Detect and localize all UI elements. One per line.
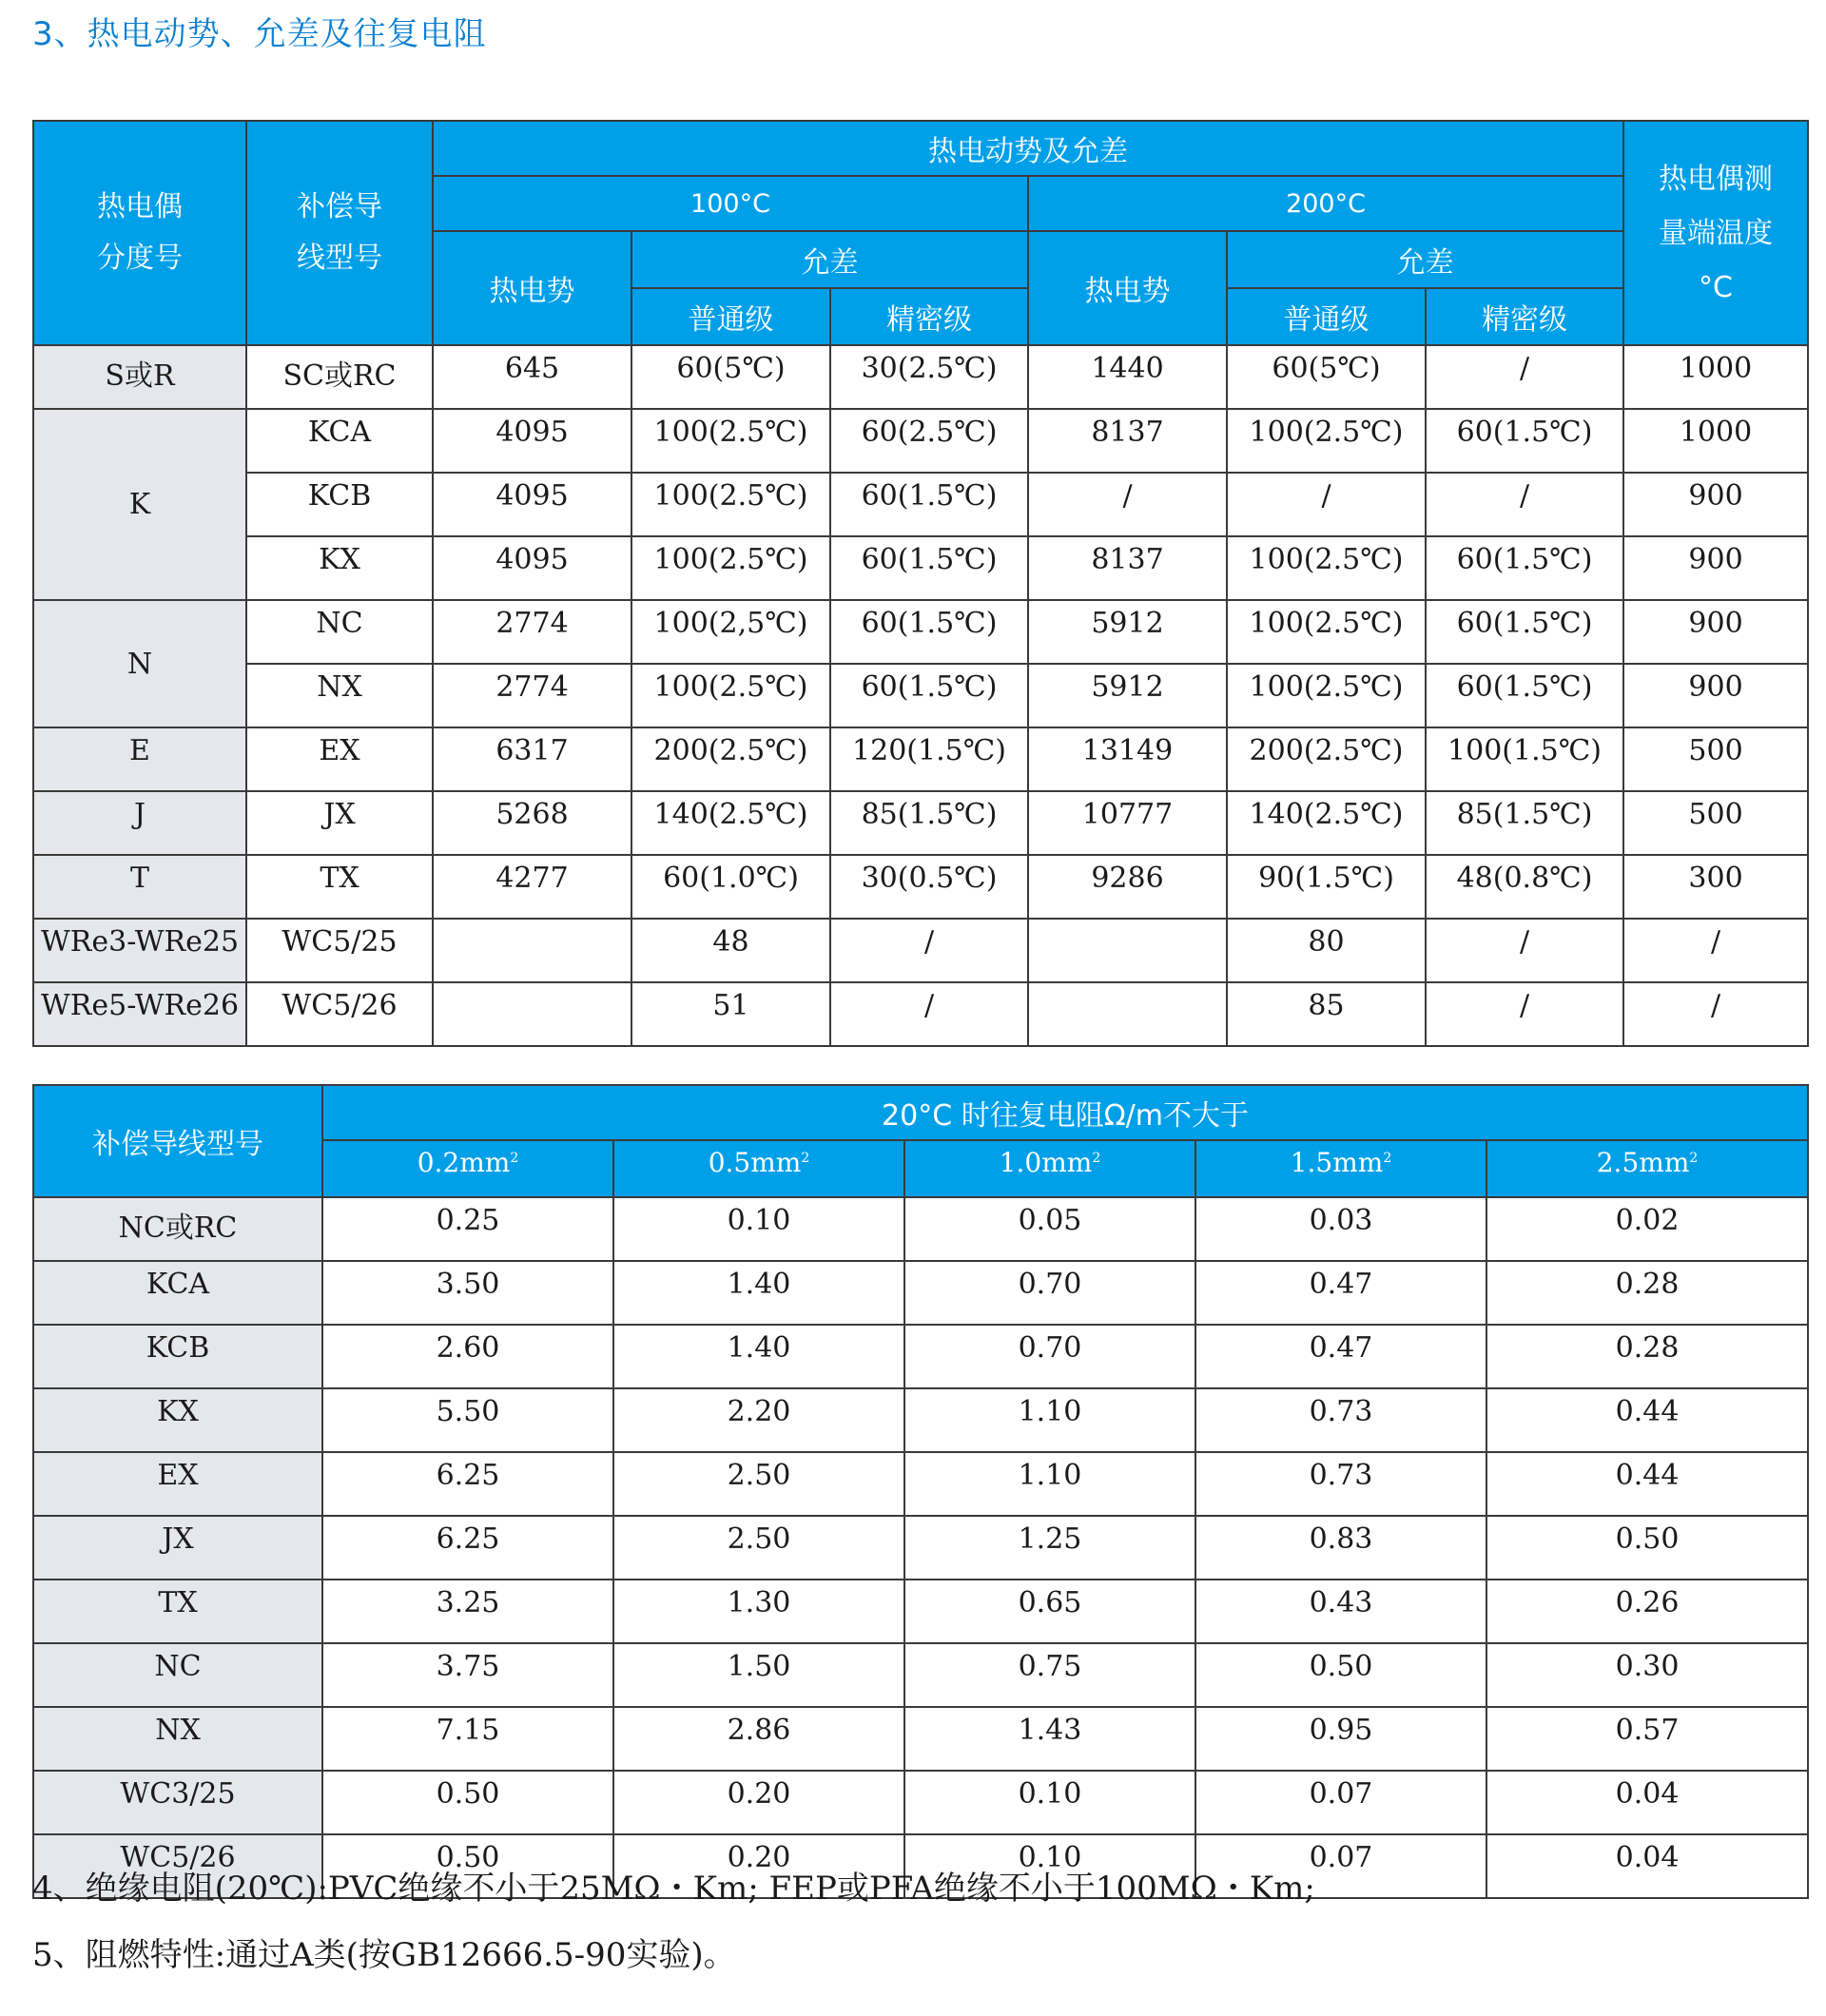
- data-cell: 100(2.5℃): [1227, 664, 1426, 727]
- data-cell: [433, 982, 631, 1046]
- header-emf-200: 热电势: [1028, 231, 1227, 345]
- loop-resistance-table: [32, 1084, 1809, 1899]
- data-cell: 0.73: [1195, 1388, 1486, 1452]
- header-tol-200: 允差: [1227, 231, 1623, 288]
- table-row: [33, 919, 1808, 982]
- data-cell: 4095: [433, 536, 631, 600]
- data-cell: 645: [433, 345, 631, 409]
- header-temp-line1: 热电偶测: [1659, 162, 1774, 196]
- data-cell: /: [1426, 473, 1623, 536]
- header-temp-line2: 量端温度: [1659, 216, 1774, 250]
- data-cell: 5912: [1028, 600, 1227, 664]
- wire-cell: KCA: [33, 1261, 322, 1325]
- header-normal-100: 普通级: [631, 288, 830, 345]
- data-cell: 8137: [1028, 409, 1227, 473]
- tc-cell: N: [33, 600, 246, 727]
- header-resistance-group: 20°C 时往复电阻Ω/m不大于: [322, 1085, 1808, 1140]
- data-cell: 7.15: [322, 1707, 613, 1771]
- header-wire-type: 补偿导线型号: [33, 1085, 322, 1197]
- data-cell: 0.65: [904, 1580, 1195, 1643]
- table-row: [33, 1771, 1808, 1834]
- table-row: [33, 1197, 1808, 1261]
- data-cell: 100(2.5℃): [1227, 600, 1426, 664]
- data-cell: 0.75: [904, 1643, 1195, 1707]
- header-emf-group: 热电动势及允差: [433, 121, 1623, 176]
- table-row: [33, 409, 1808, 473]
- data-cell: 30(2.5℃): [830, 345, 1028, 409]
- data-cell: 140(2.5℃): [1227, 791, 1426, 855]
- data-cell: 48: [631, 919, 830, 982]
- data-cell: 0.50: [322, 1834, 613, 1898]
- data-cell: 1.43: [904, 1707, 1195, 1771]
- data-cell: /: [830, 982, 1028, 1046]
- size-exponent: 2: [510, 1151, 519, 1166]
- data-cell: /: [1227, 473, 1426, 536]
- header-thermocouple-line2: 分度号: [97, 242, 183, 275]
- table-row: [33, 1580, 1808, 1643]
- data-cell: 1000: [1623, 345, 1808, 409]
- data-cell: 0.50: [1195, 1643, 1486, 1707]
- data-cell: /: [1623, 982, 1808, 1046]
- data-cell: 0.04: [1486, 1771, 1808, 1834]
- data-cell: 1.25: [904, 1516, 1195, 1580]
- header-wire-type: [246, 121, 433, 345]
- data-cell: 3.25: [322, 1580, 613, 1643]
- data-cell: 5912: [1028, 664, 1227, 727]
- wire-cell: NX: [33, 1707, 322, 1771]
- data-cell: 85(1.5℃): [830, 791, 1028, 855]
- data-cell: [1028, 919, 1227, 982]
- data-cell: 80: [1227, 919, 1426, 982]
- table-row: [33, 982, 1808, 1046]
- data-cell: 2.50: [613, 1516, 904, 1580]
- header-tol-100: 允差: [631, 231, 1028, 288]
- data-cell: 3.50: [322, 1261, 613, 1325]
- table-row: [33, 536, 1808, 600]
- data-cell: 0.44: [1486, 1452, 1808, 1516]
- data-cell: 0.57: [1486, 1707, 1808, 1771]
- data-cell: 900: [1623, 600, 1808, 664]
- wire-cell: WC5/26: [246, 982, 433, 1046]
- tc-cell: WRe3-WRe25: [33, 919, 246, 982]
- table-row: [33, 473, 1808, 536]
- data-cell: 0.05: [904, 1197, 1195, 1261]
- table-row: [33, 600, 1808, 664]
- note-insulation-resistance: 4、绝缘电阻(20℃):PVC绝缘不小于25MΩ・Km; FEP或PFA绝缘不小于100MΩ・Km;: [32, 1870, 1315, 1908]
- header-temperature: [1623, 121, 1808, 345]
- data-cell: 100(2.5℃): [1227, 536, 1426, 600]
- table-row: [33, 1261, 1808, 1325]
- data-cell: 0.26: [1486, 1580, 1808, 1643]
- data-cell: 100(2.5℃): [631, 473, 830, 536]
- data-cell: 0.04: [1486, 1834, 1808, 1898]
- data-cell: 120(1.5℃): [830, 727, 1028, 791]
- table-row: [33, 1707, 1808, 1771]
- data-cell: 60(1.5℃): [830, 664, 1028, 727]
- table-row: [33, 345, 1808, 409]
- data-cell: 0.70: [904, 1261, 1195, 1325]
- data-cell: 1.10: [904, 1388, 1195, 1452]
- wire-cell: NX: [246, 664, 433, 727]
- data-cell: 6.25: [322, 1452, 613, 1516]
- data-cell: 5.50: [322, 1388, 613, 1452]
- data-cell: 60(1.5℃): [1426, 664, 1623, 727]
- data-cell: 60(2.5℃): [830, 409, 1028, 473]
- data-cell: /: [1028, 473, 1227, 536]
- table-row: [33, 1516, 1808, 1580]
- size-label: 2.5mm: [1596, 1147, 1690, 1178]
- data-cell: 0.25: [322, 1197, 613, 1261]
- wire-cell: WC5/25: [246, 919, 433, 982]
- data-cell: 900: [1623, 473, 1808, 536]
- size-label: 0.5mm: [708, 1147, 802, 1178]
- data-cell: 0.43: [1195, 1580, 1486, 1643]
- data-cell: 0.07: [1195, 1834, 1486, 1898]
- data-cell: 1.50: [613, 1643, 904, 1707]
- header-200c: 200°C: [1028, 176, 1623, 231]
- data-cell: /: [1426, 919, 1623, 982]
- data-cell: 5268: [433, 791, 631, 855]
- data-cell: 0.50: [322, 1771, 613, 1834]
- data-cell: 100(2,5℃): [631, 600, 830, 664]
- data-cell: 60(1.5℃): [1426, 409, 1623, 473]
- data-cell: 100(2.5℃): [631, 664, 830, 727]
- data-cell: 51: [631, 982, 830, 1046]
- tc-cell: E: [33, 727, 246, 791]
- tc-cell: T: [33, 855, 246, 919]
- data-cell: 85: [1227, 982, 1426, 1046]
- wire-cell: NC: [33, 1643, 322, 1707]
- size-exponent: 2: [1092, 1151, 1101, 1166]
- wire-cell: TX: [33, 1580, 322, 1643]
- data-cell: 0.03: [1195, 1197, 1486, 1261]
- data-cell: /: [1426, 345, 1623, 409]
- wire-cell: JX: [33, 1516, 322, 1580]
- data-cell: 60(5℃): [631, 345, 830, 409]
- data-cell: [1028, 982, 1227, 1046]
- tc-cell: J: [33, 791, 246, 855]
- data-cell: 0.28: [1486, 1261, 1808, 1325]
- data-cell: 300: [1623, 855, 1808, 919]
- data-cell: 90(1.5℃): [1227, 855, 1426, 919]
- data-cell: 1.30: [613, 1580, 904, 1643]
- size-label: 0.2mm: [417, 1147, 511, 1178]
- wire-cell: NC或RC: [33, 1197, 322, 1261]
- table-row: [33, 791, 1808, 855]
- data-cell: 0.30: [1486, 1643, 1808, 1707]
- table-row: [33, 1388, 1808, 1452]
- section-heading: 3、热电动势、允差及往复电阻: [32, 15, 487, 53]
- data-cell: 0.95: [1195, 1707, 1486, 1771]
- wire-cell: KCB: [246, 473, 433, 536]
- size-exponent: 2: [801, 1151, 810, 1166]
- emf-tolerance-table: [32, 120, 1809, 1047]
- wire-cell: JX: [246, 791, 433, 855]
- data-cell: 60(5℃): [1227, 345, 1426, 409]
- data-cell: 48(0.8℃): [1426, 855, 1623, 919]
- data-cell: 100(2.5℃): [631, 409, 830, 473]
- data-cell: 0.07: [1195, 1771, 1486, 1834]
- data-cell: 4095: [433, 473, 631, 536]
- data-cell: 1.10: [904, 1452, 1195, 1516]
- data-cell: 60(1.0℃): [631, 855, 830, 919]
- data-cell: 0.28: [1486, 1325, 1808, 1388]
- wire-cell: KX: [33, 1388, 322, 1452]
- wire-cell: EX: [33, 1452, 322, 1516]
- data-cell: 500: [1623, 791, 1808, 855]
- data-cell: 60(1.5℃): [830, 536, 1028, 600]
- header-thermocouple-line1: 热电偶: [97, 190, 183, 223]
- table-row: [33, 664, 1808, 727]
- header-thermocouple: [33, 121, 246, 345]
- header-wire-line1: 补偿导: [297, 190, 382, 223]
- data-cell: 1.40: [613, 1261, 904, 1325]
- data-cell: 2774: [433, 600, 631, 664]
- data-cell: 4277: [433, 855, 631, 919]
- tc-cell: WRe5-WRe26: [33, 982, 246, 1046]
- header-precise-100: 精密级: [830, 288, 1028, 345]
- data-cell: 30(0.5℃): [830, 855, 1028, 919]
- table-row: [33, 855, 1808, 919]
- data-cell: 2.50: [613, 1452, 904, 1516]
- data-cell: 1000: [1623, 409, 1808, 473]
- data-cell: 140(2.5℃): [631, 791, 830, 855]
- note-flame-retardant: 5、阻燃特性:通过A类(按GB12666.5-90实验)。: [32, 1936, 736, 1974]
- wire-cell: WC5/26: [33, 1834, 322, 1898]
- size-exponent: 2: [1689, 1151, 1699, 1166]
- wire-cell: EX: [246, 727, 433, 791]
- data-cell: 8137: [1028, 536, 1227, 600]
- data-cell: 9286: [1028, 855, 1227, 919]
- data-cell: 2.20: [613, 1388, 904, 1452]
- data-cell: 1440: [1028, 345, 1227, 409]
- wire-cell: KCB: [33, 1325, 322, 1388]
- data-cell: 0.20: [613, 1771, 904, 1834]
- wire-cell: NC: [246, 600, 433, 664]
- data-cell: /: [1623, 919, 1808, 982]
- header-size-1.0: [904, 1140, 1195, 1197]
- data-cell: 100(2.5℃): [1227, 409, 1426, 473]
- data-cell: /: [1426, 982, 1623, 1046]
- wire-cell: TX: [246, 855, 433, 919]
- data-cell: 0.10: [904, 1771, 1195, 1834]
- data-cell: 0.02: [1486, 1197, 1808, 1261]
- data-cell: 60(1.5℃): [830, 473, 1028, 536]
- data-cell: 0.70: [904, 1325, 1195, 1388]
- wire-cell: SC或RC: [246, 345, 433, 409]
- size-label: 1.5mm: [1290, 1147, 1384, 1178]
- data-cell: 60(1.5℃): [1426, 536, 1623, 600]
- data-cell: 0.83: [1195, 1516, 1486, 1580]
- data-cell: 200(2.5℃): [1227, 727, 1426, 791]
- wire-cell: WC3/25: [33, 1771, 322, 1834]
- data-cell: 2774: [433, 664, 631, 727]
- data-cell: 0.20: [613, 1834, 904, 1898]
- header-100c: 100°C: [433, 176, 1028, 231]
- data-cell: 100(1.5℃): [1426, 727, 1623, 791]
- table-row: [33, 727, 1808, 791]
- data-cell: [433, 919, 631, 982]
- data-cell: 0.44: [1486, 1388, 1808, 1452]
- data-cell: 60(1.5℃): [1426, 600, 1623, 664]
- wire-cell: KX: [246, 536, 433, 600]
- header-normal-200: 普通级: [1227, 288, 1426, 345]
- tc-cell: S或R: [33, 345, 246, 409]
- size-exponent: 2: [1383, 1151, 1392, 1166]
- data-cell: 0.73: [1195, 1452, 1486, 1516]
- header-precise-200: 精密级: [1426, 288, 1623, 345]
- data-cell: 900: [1623, 664, 1808, 727]
- data-cell: 6.25: [322, 1516, 613, 1580]
- data-cell: /: [830, 919, 1028, 982]
- data-cell: 13149: [1028, 727, 1227, 791]
- data-cell: 0.47: [1195, 1325, 1486, 1388]
- data-cell: 0.10: [613, 1197, 904, 1261]
- data-cell: 85(1.5℃): [1426, 791, 1623, 855]
- header-wire-line2: 线型号: [297, 242, 382, 275]
- data-cell: 60(1.5℃): [830, 600, 1028, 664]
- data-cell: 3.75: [322, 1643, 613, 1707]
- table-row: [33, 1452, 1808, 1516]
- table-row: [33, 1325, 1808, 1388]
- data-cell: 10777: [1028, 791, 1227, 855]
- table-row: [33, 1643, 1808, 1707]
- header-temp-line3: °C: [1699, 270, 1733, 304]
- data-cell: 4095: [433, 409, 631, 473]
- header-size-1.5: [1195, 1140, 1486, 1197]
- wire-cell: KCA: [246, 409, 433, 473]
- data-cell: 900: [1623, 536, 1808, 600]
- data-cell: 1.40: [613, 1325, 904, 1388]
- data-cell: 2.60: [322, 1325, 613, 1388]
- size-label: 1.0mm: [999, 1147, 1093, 1178]
- data-cell: 0.47: [1195, 1261, 1486, 1325]
- header-emf-100: 热电势: [433, 231, 631, 345]
- tc-cell: K: [33, 409, 246, 600]
- data-cell: 0.10: [904, 1834, 1195, 1898]
- data-cell: 200(2.5℃): [631, 727, 830, 791]
- data-cell: 100(2.5℃): [631, 536, 830, 600]
- data-cell: 6317: [433, 727, 631, 791]
- data-cell: 500: [1623, 727, 1808, 791]
- header-size-0.5: [613, 1140, 904, 1197]
- data-cell: 2.86: [613, 1707, 904, 1771]
- header-size-2.5: [1486, 1140, 1808, 1197]
- header-size-0.2: [322, 1140, 613, 1197]
- data-cell: 0.50: [1486, 1516, 1808, 1580]
